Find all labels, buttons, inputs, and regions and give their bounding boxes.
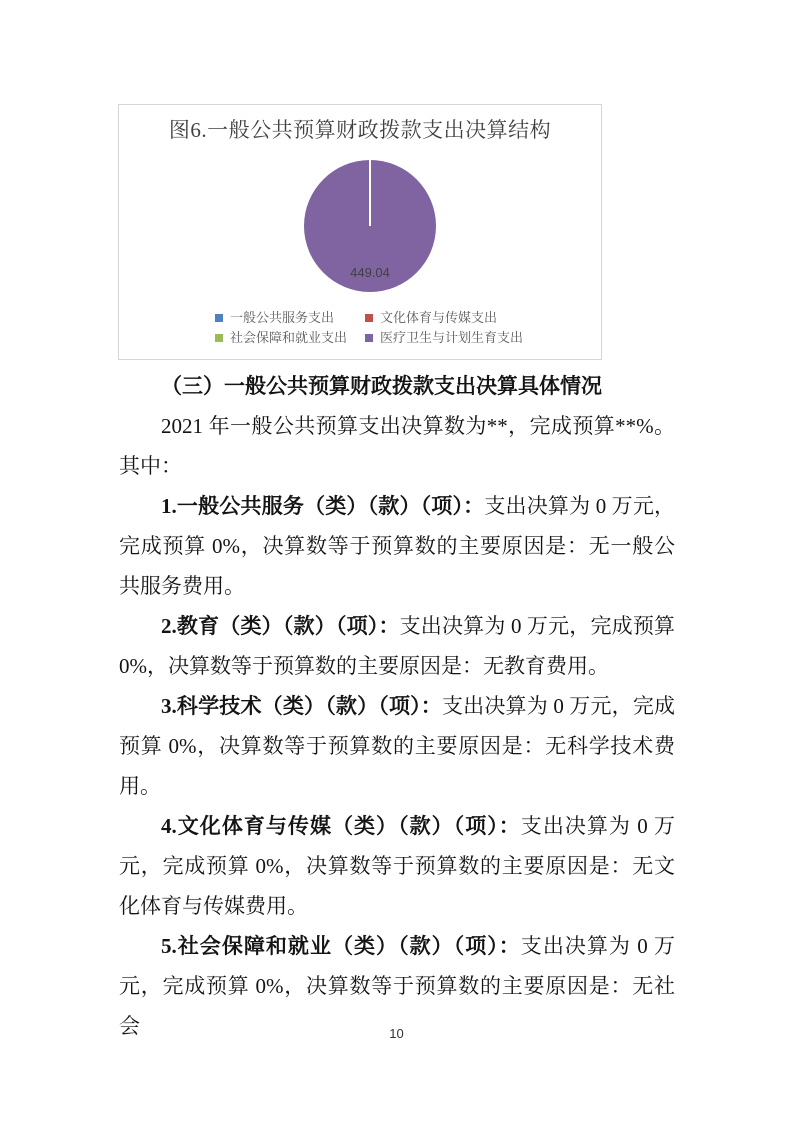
legend-label: 社会保障和就业支出 bbox=[230, 330, 348, 345]
legend-label: 文化体育与传媒支出 bbox=[380, 310, 498, 325]
document-body bbox=[119, 366, 675, 1046]
legend-marker-icon bbox=[365, 334, 373, 342]
item-paragraph bbox=[119, 806, 675, 926]
item-paragraph bbox=[119, 486, 675, 606]
legend-item bbox=[365, 328, 523, 347]
legend-marker-icon bbox=[215, 314, 223, 322]
item-paragraph bbox=[119, 686, 675, 806]
item-label: 1.一般公共服务（类）（款）（项）： bbox=[161, 494, 485, 518]
chart-legend bbox=[215, 308, 523, 347]
item-text: 支出决算为 0 万元，完成预算 0%，决算数等于预算数的主要原因是：无一般公共服务费用。 bbox=[119, 494, 676, 598]
item-label: 3.科学技术（类）（款）（项）： bbox=[161, 694, 442, 718]
legend-item bbox=[215, 328, 365, 347]
item-text: 支出决算为 0 万元，完成预算 0%，决算数等于预算数的主要原因是：无科学技术费用。 bbox=[119, 694, 676, 798]
item-paragraph bbox=[119, 606, 675, 686]
legend-label: 一般公共服务支出 bbox=[230, 310, 335, 325]
item-label: 5.社会保障和就业（类）（款）（项）： bbox=[161, 934, 521, 958]
legend-marker-icon bbox=[215, 334, 223, 342]
legend-marker-icon bbox=[365, 314, 373, 322]
item-text: 支出决算为 0 万元，完成预算 0%，决算数等于预算数的主要原因是：无社会 bbox=[119, 934, 676, 1038]
item-text: 支出决算为 0 万元，完成预算 0%，决算数等于预算数的主要原因是：无教育费用。 bbox=[119, 614, 675, 678]
section-heading: （三）一般公共预算财政拨款支出决算具体情况 bbox=[161, 374, 602, 398]
intro-paragraph: 2021 年一般公共预算支出决算数为**，完成预算**%。其中： bbox=[119, 414, 675, 478]
page-number: 10 bbox=[389, 1026, 404, 1041]
item-text: 支出决算为 0 万元，完成预算 0%，决算数等于预算数的主要原因是：无文化体育与传媒费用。 bbox=[119, 814, 676, 918]
pie-chart bbox=[304, 160, 436, 292]
item-label: 4.文化体育与传媒（类）（款）（项）： bbox=[161, 814, 521, 838]
legend-item bbox=[215, 308, 365, 327]
legend-label: 医疗卫生与计划生育支出 bbox=[380, 330, 524, 345]
pie-slice-divider bbox=[369, 160, 371, 226]
chart-title: 图6.一般公共预算财政拨款支出决算结构 bbox=[168, 118, 552, 142]
legend-item bbox=[365, 308, 523, 327]
chart-figure6 bbox=[118, 104, 602, 360]
item-label: 2.教育（类）（款）（项）： bbox=[161, 614, 400, 638]
pie-value-label: 449.04 bbox=[350, 265, 390, 280]
